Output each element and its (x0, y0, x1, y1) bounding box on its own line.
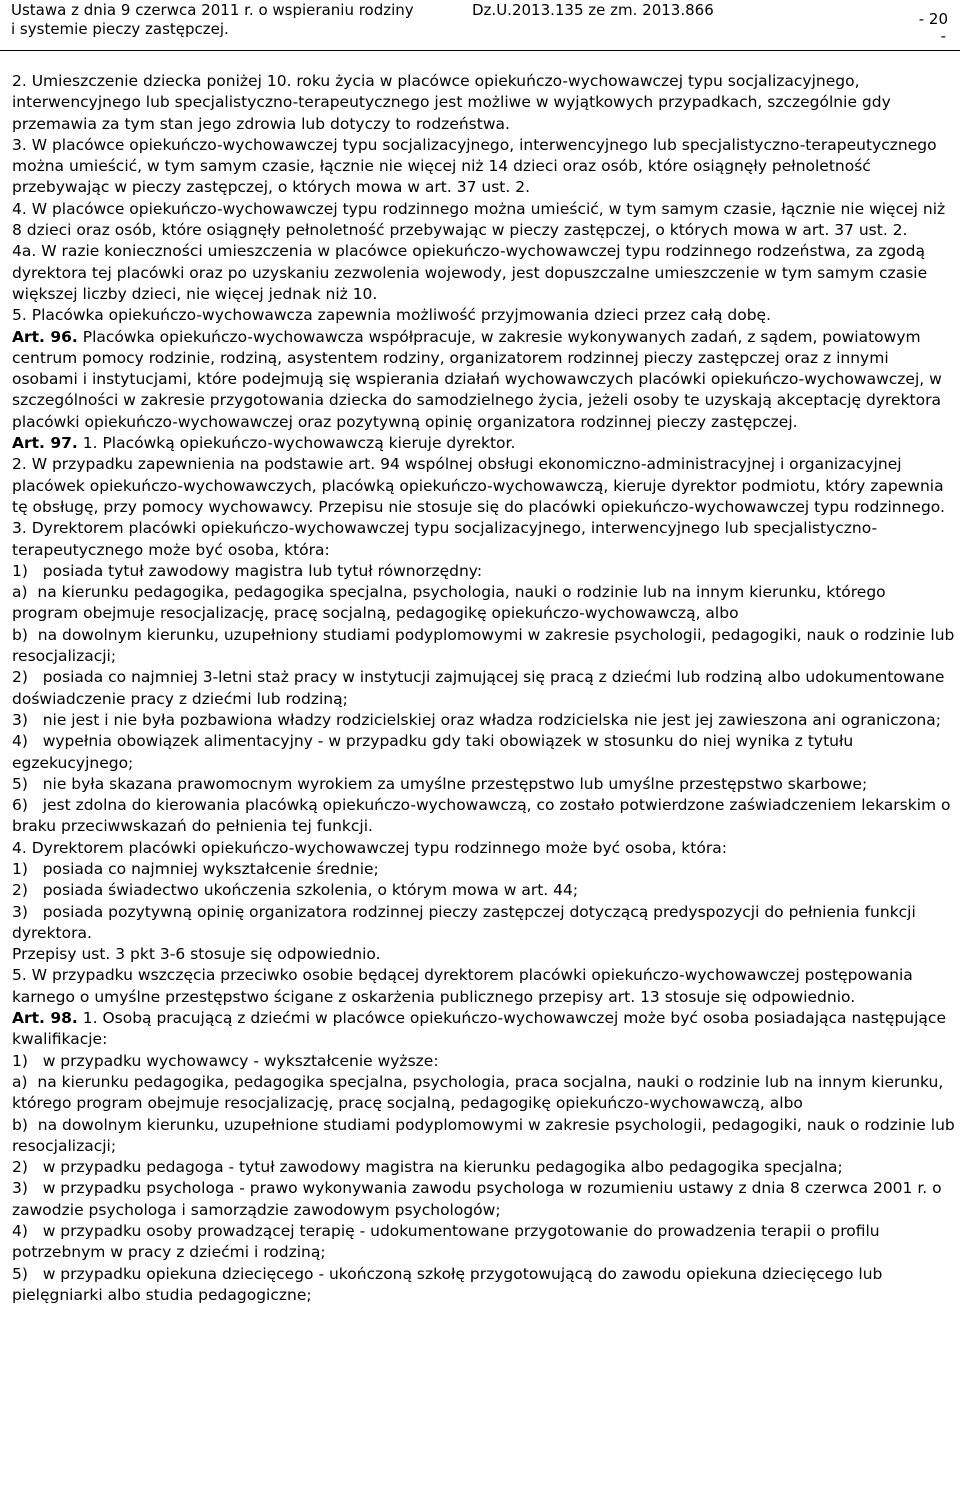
paragraph-text: 2) w przypadku pedagoga - tytuł zawodowy magistra na kierunku pedagogika albo pedagogika specjalna; (12, 1158, 843, 1177)
paragraph-text: 1. Osobą pracującą z dziećmi w placówce opiekuńczo-wychowawczej może być osoba posiadająca następujące kwalifikacje: (12, 1009, 946, 1049)
paragraph (12, 710, 956, 731)
paragraph (12, 199, 956, 242)
paragraph-text: 4. Dyrektorem placówki opiekuńczo-wychowawczej typu rodzinnego może być osoba, która: (12, 838, 727, 857)
paragraph (12, 838, 956, 859)
paragraph (12, 241, 956, 305)
paragraph-text: 1) w przypadku wychowawcy - wykształcenie wyższe: (12, 1051, 439, 1070)
paragraph (12, 1264, 956, 1307)
paragraph-text: 5) w przypadku opiekuna dziecięcego - ukończoną szkołę przygotowującą do zawodu opiekuna dziecięcego lub pielęgniarki albo studia pedagogiczne; (12, 1264, 883, 1304)
document-title-line2: i systemie pieczy zastępczej. (11, 20, 229, 38)
article-number: Art. 98. (12, 1009, 78, 1028)
paragraph (12, 518, 956, 561)
paragraph-text: 1) posiada tytuł zawodowy magistra lub tytuł równorzędny: (12, 561, 483, 580)
paragraph-text: 2) posiada świadectwo ukończenia szkolenia, o którym mowa w art. 44; (12, 881, 579, 900)
paragraph (12, 965, 956, 1008)
article-number: Art. 96. (12, 327, 78, 346)
paragraph-text: 5) nie była skazana prawomocnym wyrokiem za umyślne przestępstwo lub umyślne przestępstwo skarbowe; (12, 774, 868, 793)
paragraph (12, 880, 956, 901)
paragraph (12, 1115, 956, 1158)
page-number-dash: - (940, 27, 946, 45)
paragraph (12, 625, 956, 668)
paragraph (12, 71, 956, 135)
article-paragraph (12, 433, 956, 454)
paragraph (12, 1051, 956, 1072)
paragraph-text: b) na dowolnym kierunku, uzupełniony studiami podyplomowymi w zakresie psychologii, pedagogiki, nauk o rodzinie lub resocjalizacji; (12, 625, 955, 666)
paragraph-text: 3. Dyrektorem placówki opiekuńczo-wychowawczej typu socjalizacyjnego, interwencyjnego lub specjalistyczno-terapeutycznego może być osoba, która: (12, 519, 878, 559)
paragraph (12, 731, 956, 774)
page-number: - 20 (918, 10, 948, 28)
paragraph-text: 1) posiada co najmniej wykształcenie średnie; (12, 859, 379, 878)
paragraph-text: 1. Placówką opiekuńczo-wychowawczą kieruje dyrektor. (77, 434, 516, 453)
paragraph (12, 1178, 956, 1221)
document-reference: Dz.U.2013.135 ze zm. 2013.866 (472, 1, 714, 19)
paragraph-text: 5. W przypadku wszczęcia przeciwko osobie będącej dyrektorem placówki opiekuńczo-wychowawczej postępowania karnego o umyślne przestępstwo ścigane z oskarżenia publicznego przepisy art. 13 stosuje się odpowiednio. (12, 966, 913, 1006)
paragraph (12, 902, 956, 945)
document-title (11, 1, 451, 39)
paragraph-text: b) na dowolnym kierunku, uzupełnione studiami podyplomowymi w zakresie psychologii, pedagogiki, nauk o rodzinie lub resocjalizacji; (12, 1115, 955, 1155)
paragraph-text: a) na kierunku pedagogika, pedagogika specjalna, psychologia, praca socjalna, nauki o rodzinie lub na innym kierunku, którego program obejmuje resocjalizację, pracę socjalną, pedagogikę opiekuńczo-wychowawczą, albo (12, 1072, 944, 1113)
paragraph (12, 859, 956, 880)
paragraph-text: 4) w przypadku osoby prowadzącej terapię - udokumentowane przygotowanie do prowadzenia terapii o profilu potrzebnym w pracy z dziećmi i rodziną; (12, 1222, 880, 1262)
paragraph-text: 3) w przypadku psychologa - prawo wykonywania zawodu psychologa w rozumieniu ustawy z dnia 8 czerwca 2001 r. o zawodzie psychologa i samorządzie zawodowym psychologów; (12, 1179, 942, 1219)
paragraph-text: 3. W placówce opiekuńczo-wychowawczej typu socjalizacyjnego, interwencyjnego lub specjalistyczno-terapeutycznego można umieścić, w tym samym czasie, łącznie nie więcej niż 14 dzieci oraz osób, które osiągnęły pełnoletność przebywając w pieczy zastępczej, o których mowa w art. 37 ust. 2. (12, 135, 937, 197)
paragraph (12, 774, 956, 795)
paragraph-text: 4. W placówce opiekuńczo-wychowawczej typu rodzinnego można umieścić, w tym samym czasie, łącznie nie więcej niż 8 dzieci oraz osób, które osiągnęły pełnoletność przebywając w pieczy zastępczej, o których mowa w art. 37 ust. 2. (12, 199, 946, 240)
paragraph-text: 2. Umieszczenie dziecka poniżej 10. roku życia w placówce opiekuńczo-wychowawczej typu socjalizacyjnego, interwencyjnego lub specjalistyczno-terapeutycznego jest możliwe w wyjątkowych przypadkach, szczególnie gdy przemawia za tym stan jego zdrowia lub dotyczy to rodzeństwa. (12, 72, 891, 133)
paragraph-text: a) na kierunku pedagogika, pedagogika specjalna, psychologia, nauki o rodzinie lub na innym kierunku, którego program obejmuje resocjalizację, pracę socjalną, pedagogikę opiekuńczo-wychowawczą, albo (12, 583, 886, 623)
paragraph-text: 5. Placówka opiekuńczo-wychowawcza zapewnia możliwość przyjmowania dzieci przez całą dobę. (12, 306, 772, 325)
paragraph (12, 454, 956, 518)
paragraph (12, 135, 956, 199)
paragraph (12, 1072, 956, 1115)
paragraph (12, 1157, 956, 1178)
paragraph-text: 3) posiada pozytywną opinię organizatora rodzinnej pieczy zastępczej dotyczącą predyspozycji do pełnienia funkcji dyrektora. (12, 902, 916, 942)
paragraph (12, 667, 956, 710)
paragraph (12, 305, 956, 326)
paragraph-text: 3) nie jest i nie była pozbawiona władzy rodzicielskiej oraz władza rodzicielska nie jest jej zawieszona ani ograniczona; (12, 710, 941, 729)
document-title-line1: Ustawa z dnia 9 czerwca 2011 r. o wspieraniu rodziny (11, 1, 414, 19)
paragraph-text: 2. W przypadku zapewnienia na podstawie art. 94 wspólnej obsługi ekonomiczno-administracyjnej i organizacyjnej placówek opiekuńczo-wychowawczych, placówką opiekuńczo-wychowawczą, kieruje dyrektor podmiotu, który zapewnia tę obsługę, przy pomocy wychowawcy. Przepisu nie stosuje się do placówki opiekuńczo-wychowawczej typu rodzinnego. (12, 455, 945, 516)
paragraph (12, 1221, 956, 1264)
paragraph (12, 944, 956, 965)
paragraph (12, 582, 956, 625)
paragraph-text: 4) wypełnia obowiązek alimentacyjny - w przypadku gdy taki obowiązek w stosunku do niej wynika z tytułu egzekucyjnego; (12, 732, 854, 772)
article-paragraph (12, 327, 956, 433)
paragraph-text: 4a. W razie konieczności umieszczenia w placówce opiekuńczo-wychowawczej typu rodzinnego rodzeństwa, za zgodą dyrektora tej placówki oraz po uzyskaniu zezwolenia wojewody, jest dopuszczalne umieszczenie w tym samym czasie większej liczby dzieci, nie więcej jednak niż 10. (12, 242, 928, 303)
paragraph (12, 561, 956, 582)
page-header (0, 0, 960, 51)
paragraph-text: Placówka opiekuńczo-wychowawcza współpracuje, w zakresie wykonywanych zadań, z sądem, powiatowym centrum pomocy rodzinie, rodziną, asystentem rodziny, organizatorem rodzinnej pieczy zastępczej oraz z innymi osobami i instytucjami, które podejmują się wspierania działań wychowawczych placówki opiekuńczo-wychowawczej, w szczególności w zakresie przygotowania dziecka do samodzielnego życia, jeżeli osoby te uzyskają akceptację dyrektora placówki opiekuńczo-wychowawczej oraz pozytywną opinię organizatora rodzinnej pieczy zastępczej. (12, 327, 942, 431)
article-number: Art. 97. (12, 434, 78, 453)
article-paragraph (12, 1008, 956, 1051)
paragraph-text: 2) posiada co najmniej 3-letni staż pracy w instytucji zajmującej się pracą z dziećmi lub rodziną albo udokumentowane doświadczenie pracy z dziećmi lub rodziną; (12, 668, 945, 708)
paragraph (12, 795, 956, 838)
paragraph-text: 6) jest zdolna do kierowania placówką opiekuńczo-wychowawczą, co zostało potwierdzone zaświadczeniem lekarskim o braku przeciwwskazań do pełnienia tej funkcji. (12, 796, 951, 836)
paragraph-text: Przepisy ust. 3 pkt 3-6 stosuje się odpowiednio. (12, 945, 381, 964)
document-body (12, 71, 956, 1306)
